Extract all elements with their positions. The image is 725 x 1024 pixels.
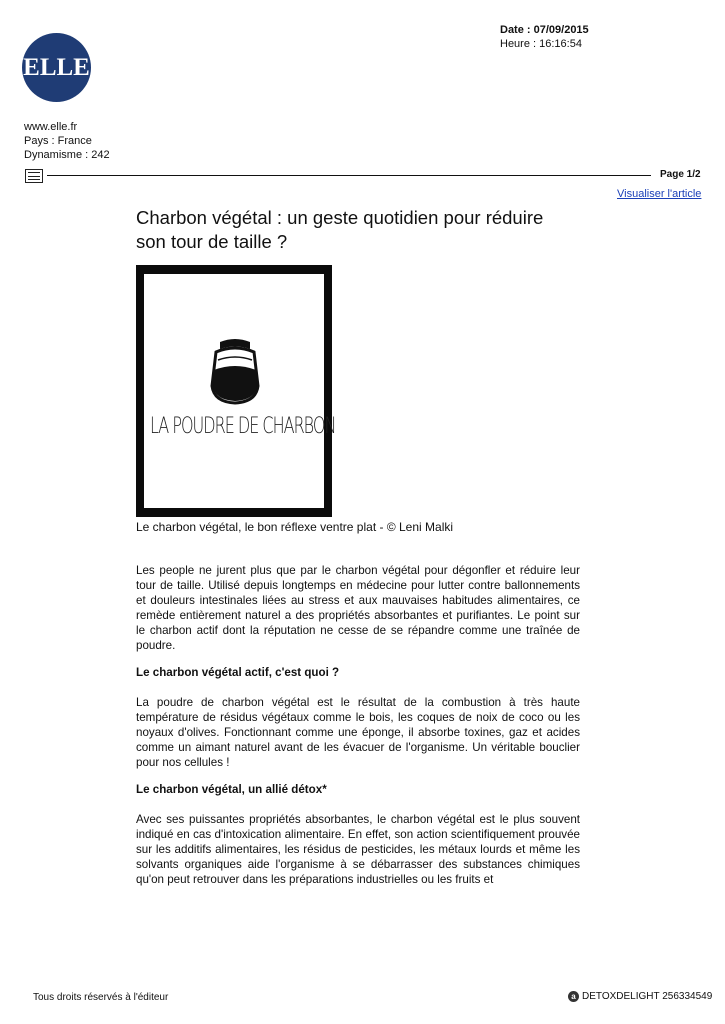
publication-time: Heure : 16:16:54 (500, 38, 582, 50)
subheading-1: Le charbon végétal actif, c'est quoi ? (136, 666, 340, 679)
article-title (136, 206, 586, 254)
view-article-link[interactable]: Visualiser l'article (617, 188, 702, 200)
title-line-1: Charbon végétal : un geste quotidien pour réduire (136, 207, 544, 228)
page-number: Page 1/2 (660, 169, 701, 180)
photo-canvas (144, 274, 336, 508)
document-icon (25, 169, 43, 183)
charcoal-jar-icon (144, 274, 336, 508)
elle-logo (22, 33, 91, 102)
paragraph-3: Avec ses puissantes propriétés absorbantes, le charbon végétal est le plus souvent indiqué en cas d'intoxication alimentaire. En effet, son action scientifiquement prouvée sur les additifs alimentaires, les résidus de pesticides, les métaux lourds et même les solvants organiques aide l'organisme à se débarrasser des substances chimiques qu'on peut retrouver dans les préparations industrielles ou les fruits et (136, 813, 580, 886)
title-line-2: son tour de taille ? (136, 231, 288, 252)
footer-rights: Tous droits réservés à l'éditeur (33, 992, 169, 1003)
footer-reference (568, 991, 712, 1002)
logo-text: ELLE (23, 53, 90, 81)
source-dynamism: Dynamisme : 242 (24, 149, 110, 161)
source-site: www.elle.fr (24, 121, 78, 133)
reference-code: DETOXDELIGHT 256334549 (582, 991, 713, 1002)
article-photo (136, 265, 336, 517)
source-badge-icon: a (568, 991, 579, 1002)
photo-caption: Le charbon végétal, le bon réflexe ventre plat - © Leni Malki (136, 520, 454, 534)
image-caption-art: LA POUDRE DE CHARBON (150, 412, 336, 439)
paragraph-2: La poudre de charbon végétal est le résultat de la combustion à très haute température de résidus végétaux comme le bois, les coques de noix de coco ou les noyaux d'olives. Fonctionnant comme une éponge, il absorbe toxines, gaz et acides comme un aimant naturel avant de les évacuer de l'organisme. Un véritable bouclier pour nos cellules ! (136, 696, 580, 769)
header-divider (47, 175, 651, 176)
paragraph-1: Les people ne jurent plus que par le charbon végétal pour dégonfler et réduire leur tour de taille. Utilisé depuis longtemps en médecine pour lutter contre ballonnements et douleurs intestinales liées au stress et aux mauvaises habitudes alimentaires, ce remède entièrement naturel a des propriétés absorbantes et purifiantes. Le point sur le charbon actif dont la réputation ne cesse de se répandre comme une traînée de poudre. (136, 564, 580, 652)
publication-date: Date : 07/09/2015 (500, 24, 589, 36)
subheading-2: Le charbon végétal, un allié détox* (136, 783, 327, 796)
source-country: Pays : France (24, 135, 92, 147)
